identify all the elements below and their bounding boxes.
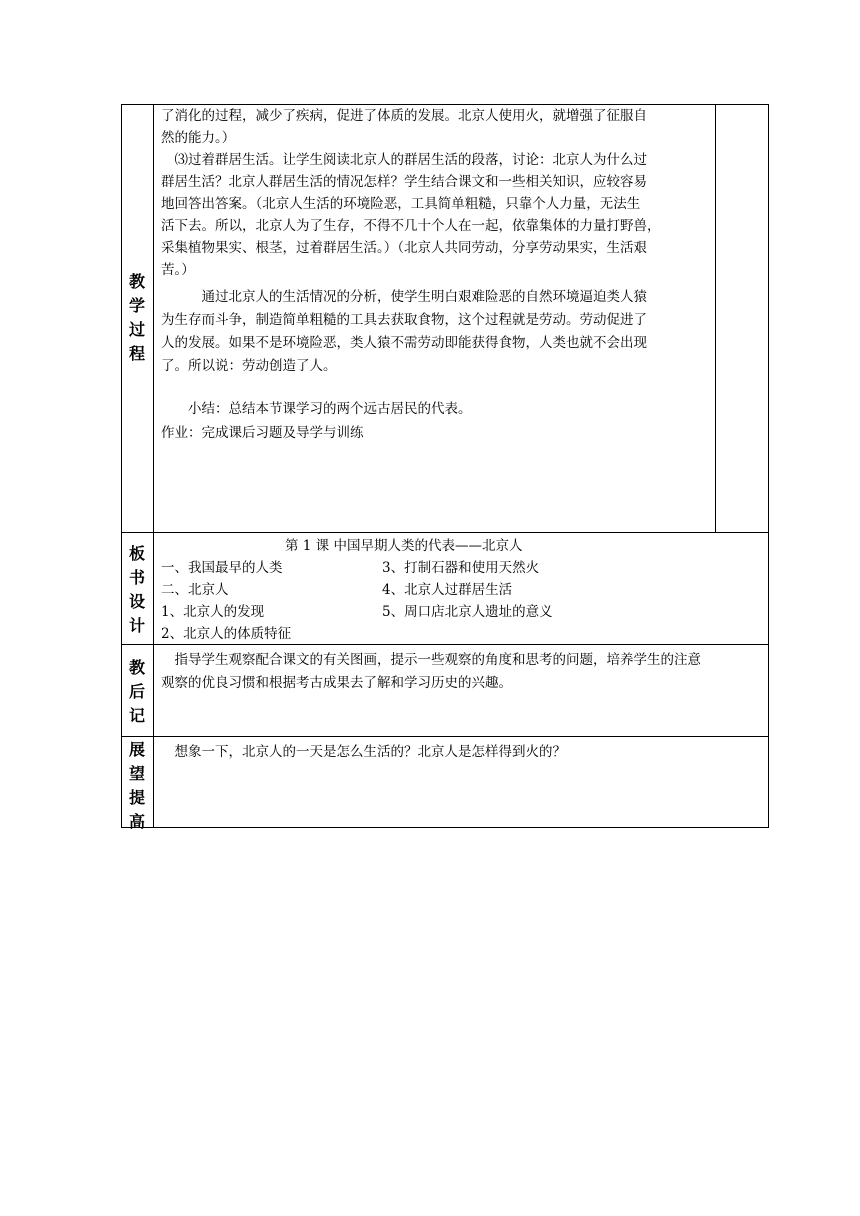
board-item: 4、北京人过群居生活 xyxy=(382,582,513,598)
process-line: 为生存而斗争，制造简单粗糙的工具去获取食物，这个过程就是劳动。劳动促进了 xyxy=(161,312,647,328)
process-line: 活下去。所以，北京人为了生存，不得不几十个人在一起，依靠集体的力量打野兽， xyxy=(161,218,661,234)
process-line: 人的发展。如果不是环境险恶，类人猿不需劳动即能获得食物，人类也就不会出现 xyxy=(161,335,647,351)
homework-line: 作业：完成课后习题及导学与训练 xyxy=(161,425,364,441)
board-item: 一、我国最早的人类 xyxy=(161,560,283,576)
section-label-process: 教 学 过 程 xyxy=(128,272,145,363)
section-label-board: 板 书 设 计 xyxy=(128,544,145,635)
row-divider xyxy=(121,736,769,737)
board-item: 5、周口店北京人遗址的意义 xyxy=(382,604,553,620)
reflection-line: 指导学生观察配合课文的有关图画，提示一些观察的角度和思考的问题，培养学生的注意 xyxy=(161,652,701,668)
process-line: 了。所以说：劳动创造了人。 xyxy=(161,358,337,374)
process-line: 通过北京人的生活情况的分析，使学生明白艰难险恶的自然环境逼迫类人猿 xyxy=(161,289,647,305)
summary-line: 小结：总结本节课学习的两个远古居民的代表。 xyxy=(161,401,472,417)
process-line: 群居生活？北京人群居生活的情况怎样？学生结合课文和一些相关知识，应较容易 xyxy=(161,174,647,190)
row-divider xyxy=(121,532,769,533)
label-column-divider xyxy=(153,104,154,828)
table-border-right xyxy=(768,104,769,828)
section-label-reflection: 教 后 记 xyxy=(128,658,145,725)
board-title: 第 1 课 中国早期人类的代表——北京人 xyxy=(285,538,523,554)
process-line: 了消化的过程，减少了疾病，促进了体质的发展。北京人使用火，就增强了征服自 xyxy=(161,108,647,124)
process-line: 然的能力。） xyxy=(161,130,236,146)
notes-column-divider xyxy=(715,104,716,532)
lesson-plan-table xyxy=(121,104,769,831)
section-label-extension: 展 望 提 高 xyxy=(128,740,145,831)
board-item: 2、北京人的体质特征 xyxy=(161,626,292,642)
board-item: 二、北京人 xyxy=(161,582,229,598)
board-item: 1、北京人的发现 xyxy=(161,604,265,620)
reflection-line: 观察的优良习惯和根据考古成果去了解和学习历史的兴趣。 xyxy=(161,675,512,691)
process-line: 苦。） xyxy=(161,262,195,278)
board-item: 3、打制石器和使用天然火 xyxy=(382,560,540,576)
extension-line: 想象一下，北京人的一天是怎么生活的？北京人是怎样得到火的？ xyxy=(161,744,566,760)
process-line: 采集植物果实、根茎，过着群居生活。）（北京人共同劳动，分享劳动果实，生活艰 xyxy=(161,240,647,256)
process-line: ⑶过着群居生活。让学生阅读北京人的群居生活的段落，讨论：北京人为什么过 xyxy=(161,152,647,168)
table-border-bottom xyxy=(121,827,769,828)
process-line: 地回答出答案。（北京人生活的环境险恶，工具简单粗糙，只靠个人力量，无法生 xyxy=(161,196,641,212)
